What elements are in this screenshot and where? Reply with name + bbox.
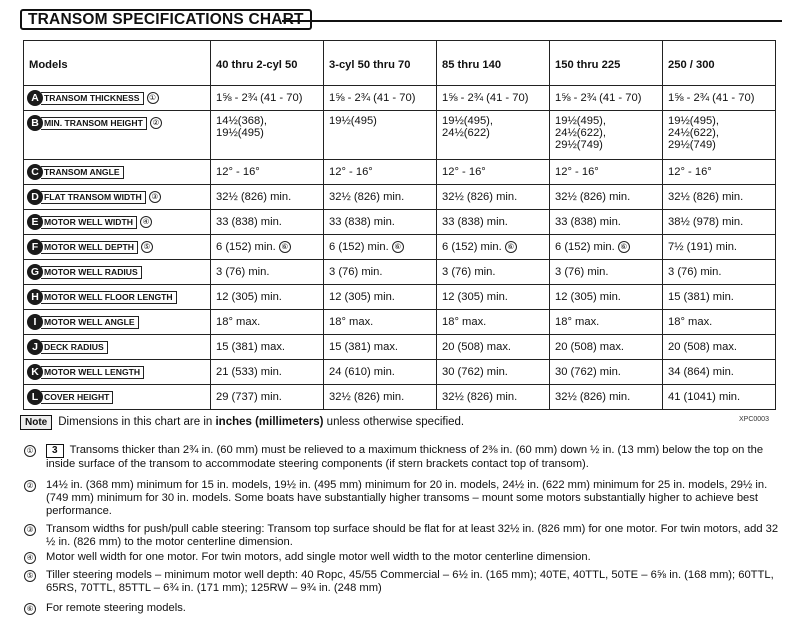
header-models: Models bbox=[24, 41, 211, 86]
row-label: FLAT TRANSOM WIDTH bbox=[41, 191, 146, 204]
cell-value: 3 (76) min. bbox=[216, 266, 270, 278]
cell-value: 18° max. bbox=[555, 316, 600, 328]
table-row bbox=[24, 385, 776, 410]
row-model-cell bbox=[24, 310, 211, 335]
cell-value: 32½ (826) min. bbox=[555, 191, 631, 203]
cell-value: 21 (533) min. bbox=[216, 366, 282, 378]
cell-value: 12° - 16° bbox=[329, 166, 373, 178]
table-cell bbox=[211, 235, 324, 260]
cell-value: 24 (610) min. bbox=[329, 366, 395, 378]
cell-value: 6 (152) min. bbox=[329, 240, 389, 253]
cell-value: 12 (305) min. bbox=[216, 291, 282, 303]
row-model-cell bbox=[24, 335, 211, 360]
footnote-body: For remote steering models. bbox=[46, 602, 186, 614]
cell-value: 12 (305) min. bbox=[442, 291, 508, 303]
table-cell bbox=[550, 285, 663, 310]
table-row bbox=[24, 285, 776, 310]
cell-value: 1⅝ - 2¾ (41 - 70) bbox=[555, 92, 642, 104]
table-body bbox=[24, 86, 776, 410]
figure-code: XPC0003 bbox=[739, 416, 769, 423]
cell-value: 33 (838) min. bbox=[329, 216, 395, 228]
cell-value: 1⅝ - 2¾ (41 - 70) bbox=[668, 92, 755, 104]
row-label: MOTOR WELL DEPTH bbox=[41, 241, 138, 254]
table-cell bbox=[324, 210, 437, 235]
table-cell bbox=[211, 260, 324, 285]
cell-line: 24½(622), bbox=[555, 127, 606, 139]
table-cell bbox=[211, 210, 324, 235]
row-label: MOTOR WELL ANGLE bbox=[41, 316, 139, 329]
row-letter-badge: C bbox=[27, 164, 43, 180]
header-col-5: 250 / 300 bbox=[663, 41, 776, 86]
cell-value: 30 (762) min. bbox=[442, 366, 508, 378]
cell-value: 3 (76) min. bbox=[329, 266, 383, 278]
note-text-bold: inches (millimeters) bbox=[215, 416, 324, 428]
cell-value: 18° max. bbox=[216, 316, 261, 328]
row-letter-badge: D bbox=[27, 189, 43, 205]
table-row bbox=[24, 185, 776, 210]
table-cell bbox=[324, 86, 437, 111]
cell-value: 33 (838) min. bbox=[216, 216, 282, 228]
cell-line: 29½(749) bbox=[555, 139, 603, 151]
table-cell bbox=[663, 385, 776, 410]
chart-title-bar bbox=[20, 8, 782, 30]
cell-value: 32½ (826) min. bbox=[442, 391, 518, 403]
cell-value: 30 (762) min. bbox=[555, 366, 621, 378]
footnote-ref-icon: ③ bbox=[149, 191, 161, 203]
cell-value: 41 (1041) min. bbox=[668, 391, 741, 403]
cell-value: 3 (76) min. bbox=[555, 266, 609, 278]
cell-value: 32½ (826) min. bbox=[329, 191, 405, 203]
cell-value: 12 (305) min. bbox=[555, 291, 621, 303]
table-row bbox=[24, 360, 776, 385]
table-row bbox=[24, 210, 776, 235]
table-cell bbox=[550, 235, 663, 260]
table-cell bbox=[663, 210, 776, 235]
table-row bbox=[24, 260, 776, 285]
footnote-text bbox=[46, 444, 786, 471]
cell-value: 12° - 16° bbox=[555, 166, 599, 178]
table-cell bbox=[324, 235, 437, 260]
cell-value: 20 (508) max. bbox=[442, 341, 512, 353]
table-cell bbox=[437, 335, 550, 360]
cell-value: 15 (381) min. bbox=[668, 291, 734, 303]
table-cell bbox=[550, 385, 663, 410]
footnote-text bbox=[46, 479, 786, 518]
cell-line: 19½(495) bbox=[216, 127, 264, 139]
cell-value: 1⅝ - 2¾ (41 - 70) bbox=[216, 92, 303, 104]
cell-value: 32½ (826) min. bbox=[216, 191, 292, 203]
row-label: TRANSOM ANGLE bbox=[41, 166, 124, 179]
table-cell bbox=[550, 210, 663, 235]
table-cell bbox=[663, 86, 776, 111]
header-col-4: 150 thru 225 bbox=[550, 41, 663, 86]
table-cell bbox=[663, 185, 776, 210]
table-row bbox=[24, 160, 776, 185]
table-cell bbox=[437, 111, 550, 160]
footnote-marker-icon: ⑥ bbox=[24, 603, 36, 615]
cell-line: 24½(622), bbox=[668, 127, 719, 139]
header-col-3: 85 thru 140 bbox=[437, 41, 550, 86]
table-cell bbox=[663, 111, 776, 160]
table-cell bbox=[550, 360, 663, 385]
row-model-cell bbox=[24, 210, 211, 235]
footnote-body: Motor well width for one motor. For twin motors, add single motor well width to the motor centerline dimension. bbox=[46, 551, 591, 563]
footnote-marker-icon: ④ bbox=[24, 552, 36, 564]
cell-line: 29½(749) bbox=[668, 139, 716, 151]
footnote-body: 14½ in. (368 mm) minimum for 15 in. models, 19½ in. (495 mm) minimum for 20 in. models, 24½ in. (622 mm) minimum for 25 in. models, 29½ in. (749 mm) minimum for 30 in. models. Some boats have substantially higher transoms – mount some motors substantially higher to achieve best performance. bbox=[46, 479, 768, 517]
cell-value: 38½ (978) min. bbox=[668, 216, 744, 228]
row-letter-badge: E bbox=[27, 214, 43, 230]
footnote-ref-icon: ⑥ bbox=[505, 241, 517, 253]
cell-value: 3 (76) min. bbox=[668, 266, 722, 278]
footnote-marker-icon: ③ bbox=[24, 524, 36, 536]
table-cell bbox=[663, 310, 776, 335]
cell-value: 32½ (826) min. bbox=[329, 391, 405, 403]
cell-value: 12° - 16° bbox=[216, 166, 260, 178]
table-cell bbox=[211, 185, 324, 210]
table-cell bbox=[211, 86, 324, 111]
table-row bbox=[24, 235, 776, 260]
table-cell bbox=[550, 260, 663, 285]
row-label: MOTOR WELL WIDTH bbox=[41, 216, 137, 229]
row-model-cell bbox=[24, 235, 211, 260]
cell-value: 18° max. bbox=[668, 316, 713, 328]
row-label: MIN. TRANSOM HEIGHT bbox=[41, 117, 147, 130]
row-letter-badge: J bbox=[27, 339, 43, 355]
footnote-text bbox=[46, 602, 786, 615]
footnote-ref-icon: ⑥ bbox=[392, 241, 404, 253]
note-badge: Note bbox=[20, 415, 52, 430]
row-model-cell bbox=[24, 185, 211, 210]
row-model-cell bbox=[24, 86, 211, 111]
row-letter-badge: G bbox=[27, 264, 43, 280]
footnote-body: Transom widths for push/pull cable steering: Transom top surface should be flat for at least 32½ in. (826 mm) for one motor. For twin motors, add 32 ½ in. (826 mm) to the motor centerline dimension. bbox=[46, 523, 779, 548]
table-cell bbox=[550, 86, 663, 111]
cell-line: 14½(368), bbox=[216, 115, 267, 127]
header-col-2: 3-cyl 50 thru 70 bbox=[324, 41, 437, 86]
cell-value: 34 (864) min. bbox=[668, 366, 734, 378]
cell-value: 1⅝ - 2¾ (41 - 70) bbox=[442, 92, 529, 104]
table-cell bbox=[324, 185, 437, 210]
table-cell bbox=[663, 360, 776, 385]
row-letter-badge: H bbox=[27, 289, 43, 305]
footnote-ref-icon: ② bbox=[150, 117, 162, 129]
cell-value: 12° - 16° bbox=[442, 166, 486, 178]
cell-value: 20 (508) max. bbox=[668, 341, 738, 353]
footnote-ref-icon: ⑥ bbox=[618, 241, 630, 253]
row-model-cell bbox=[24, 360, 211, 385]
table-cell bbox=[550, 111, 663, 160]
row-label: MOTOR WELL FLOOR LENGTH bbox=[41, 291, 177, 304]
table-cell bbox=[663, 285, 776, 310]
cell-value: 12 (305) min. bbox=[329, 291, 395, 303]
table-cell bbox=[211, 385, 324, 410]
cell-value: 20 (508) max. bbox=[555, 341, 625, 353]
row-model-cell bbox=[24, 160, 211, 185]
header-col-1: 40 thru 2-cyl 50 bbox=[211, 41, 324, 86]
cell-line: 19½(495), bbox=[442, 115, 493, 127]
table-cell bbox=[437, 210, 550, 235]
units-note bbox=[20, 415, 780, 430]
row-letter-badge: A bbox=[27, 90, 43, 106]
table-cell bbox=[437, 260, 550, 285]
table-cell bbox=[663, 160, 776, 185]
chart-title: TRANSOM SPECIFICATIONS CHART bbox=[20, 9, 312, 30]
title-rule bbox=[282, 20, 782, 22]
row-label: DECK RADIUS bbox=[41, 341, 108, 354]
note-text-before: Dimensions in this chart are in bbox=[58, 416, 216, 428]
table-cell bbox=[437, 285, 550, 310]
table-header-row bbox=[24, 41, 776, 86]
footnote-ref-icon: ⑤ bbox=[141, 241, 153, 253]
cell-value: 18° max. bbox=[442, 316, 487, 328]
cell-line: 19½(495) bbox=[329, 115, 377, 127]
footnote-badge: 3 bbox=[46, 444, 64, 458]
table-cell bbox=[324, 285, 437, 310]
table-cell bbox=[550, 185, 663, 210]
footnote-marker-icon: ② bbox=[24, 480, 36, 492]
cell-value: 6 (152) min. bbox=[555, 240, 615, 253]
cell-value: 7½ (191) min. bbox=[668, 241, 738, 253]
table-cell bbox=[211, 285, 324, 310]
cell-value: 15 (381) max. bbox=[329, 341, 399, 353]
row-model-cell bbox=[24, 385, 211, 410]
footnote-body: Transoms thicker than 2¾ in. (60 mm) must be relieved to a maximum thickness of 2⅜ in. (60 mm) down ½ in. (13 mm) below the top on the inside surface of the transom to accommodate steering components (if stern brackets contact top of transom). bbox=[46, 444, 764, 470]
cell-value: 1⅝ - 2¾ (41 - 70) bbox=[329, 92, 416, 104]
note-text-after: unless otherwise specified. bbox=[323, 416, 465, 428]
cell-value: 6 (152) min. bbox=[442, 240, 502, 253]
row-label: MOTOR WELL RADIUS bbox=[41, 266, 142, 279]
footnote-ref-icon: ④ bbox=[140, 216, 152, 228]
cell-value: 32½ (826) min. bbox=[668, 191, 744, 203]
footnote-text bbox=[46, 551, 786, 564]
cell-value: 32½ (826) min. bbox=[442, 191, 518, 203]
table-cell bbox=[437, 310, 550, 335]
table-cell bbox=[324, 310, 437, 335]
table-cell bbox=[437, 385, 550, 410]
table-cell bbox=[437, 86, 550, 111]
row-label: TRANSOM THICKNESS bbox=[41, 92, 144, 105]
row-label: MOTOR WELL LENGTH bbox=[41, 366, 144, 379]
row-letter-badge: B bbox=[27, 115, 43, 131]
table-cell bbox=[211, 310, 324, 335]
cell-value: 18° max. bbox=[329, 316, 374, 328]
table-row bbox=[24, 111, 776, 160]
footnote-marker-icon: ⑤ bbox=[24, 570, 36, 582]
footnote-ref-icon: ⑥ bbox=[279, 241, 291, 253]
cell-value: 33 (838) min. bbox=[555, 216, 621, 228]
cell-line: 24½(622) bbox=[442, 127, 490, 139]
row-letter-badge: I bbox=[27, 314, 43, 330]
cell-line: 19½(495), bbox=[668, 115, 719, 127]
table-row bbox=[24, 86, 776, 111]
cell-value: 29 (737) min. bbox=[216, 391, 282, 403]
table-cell bbox=[663, 335, 776, 360]
table-cell bbox=[663, 260, 776, 285]
table-cell bbox=[324, 385, 437, 410]
table-cell bbox=[324, 111, 437, 160]
table-cell bbox=[324, 160, 437, 185]
row-model-cell bbox=[24, 285, 211, 310]
transom-spec-table bbox=[23, 40, 776, 410]
cell-value: 12° - 16° bbox=[668, 166, 712, 178]
table-cell bbox=[211, 160, 324, 185]
cell-line: 19½(495), bbox=[555, 115, 606, 127]
table-row bbox=[24, 310, 776, 335]
table-cell bbox=[550, 310, 663, 335]
table-cell bbox=[437, 160, 550, 185]
row-letter-badge: L bbox=[27, 389, 43, 405]
table-cell bbox=[663, 235, 776, 260]
row-letter-badge: K bbox=[27, 364, 43, 380]
table-cell bbox=[437, 360, 550, 385]
table-cell bbox=[324, 360, 437, 385]
footnote-text bbox=[46, 523, 786, 549]
table-cell bbox=[550, 335, 663, 360]
cell-value: 33 (838) min. bbox=[442, 216, 508, 228]
footnote-body: Tiller steering models – minimum motor well depth: 40 Ropc, 45/55 Commercial – 6½ in. (165 mm); 40TE, 40TTL, 50TE – 6⅝ in. (168 mm); 60TTL, 65RS, 70TTL, 85TTL – 6¾ in. (171 mm); 125RW – 9¾ in. (248 mm) bbox=[46, 569, 774, 594]
row-letter-badge: F bbox=[27, 239, 43, 255]
table-cell bbox=[324, 335, 437, 360]
table-cell bbox=[437, 235, 550, 260]
table-cell bbox=[211, 360, 324, 385]
cell-value: 15 (381) max. bbox=[216, 341, 286, 353]
table-cell bbox=[437, 185, 550, 210]
table-row bbox=[24, 335, 776, 360]
table-cell bbox=[211, 111, 324, 160]
cell-value: 3 (76) min. bbox=[442, 266, 496, 278]
cell-value: 6 (152) min. bbox=[216, 240, 276, 253]
table-cell bbox=[550, 160, 663, 185]
cell-value: 32½ (826) min. bbox=[555, 391, 631, 403]
footnote-marker-icon: ① bbox=[24, 445, 36, 457]
row-model-cell bbox=[24, 111, 211, 160]
row-label: COVER HEIGHT bbox=[41, 391, 113, 404]
table-cell bbox=[324, 260, 437, 285]
footnote-ref-icon: ① bbox=[147, 92, 159, 104]
footnote-text bbox=[46, 569, 786, 595]
table-cell bbox=[211, 335, 324, 360]
row-model-cell bbox=[24, 260, 211, 285]
